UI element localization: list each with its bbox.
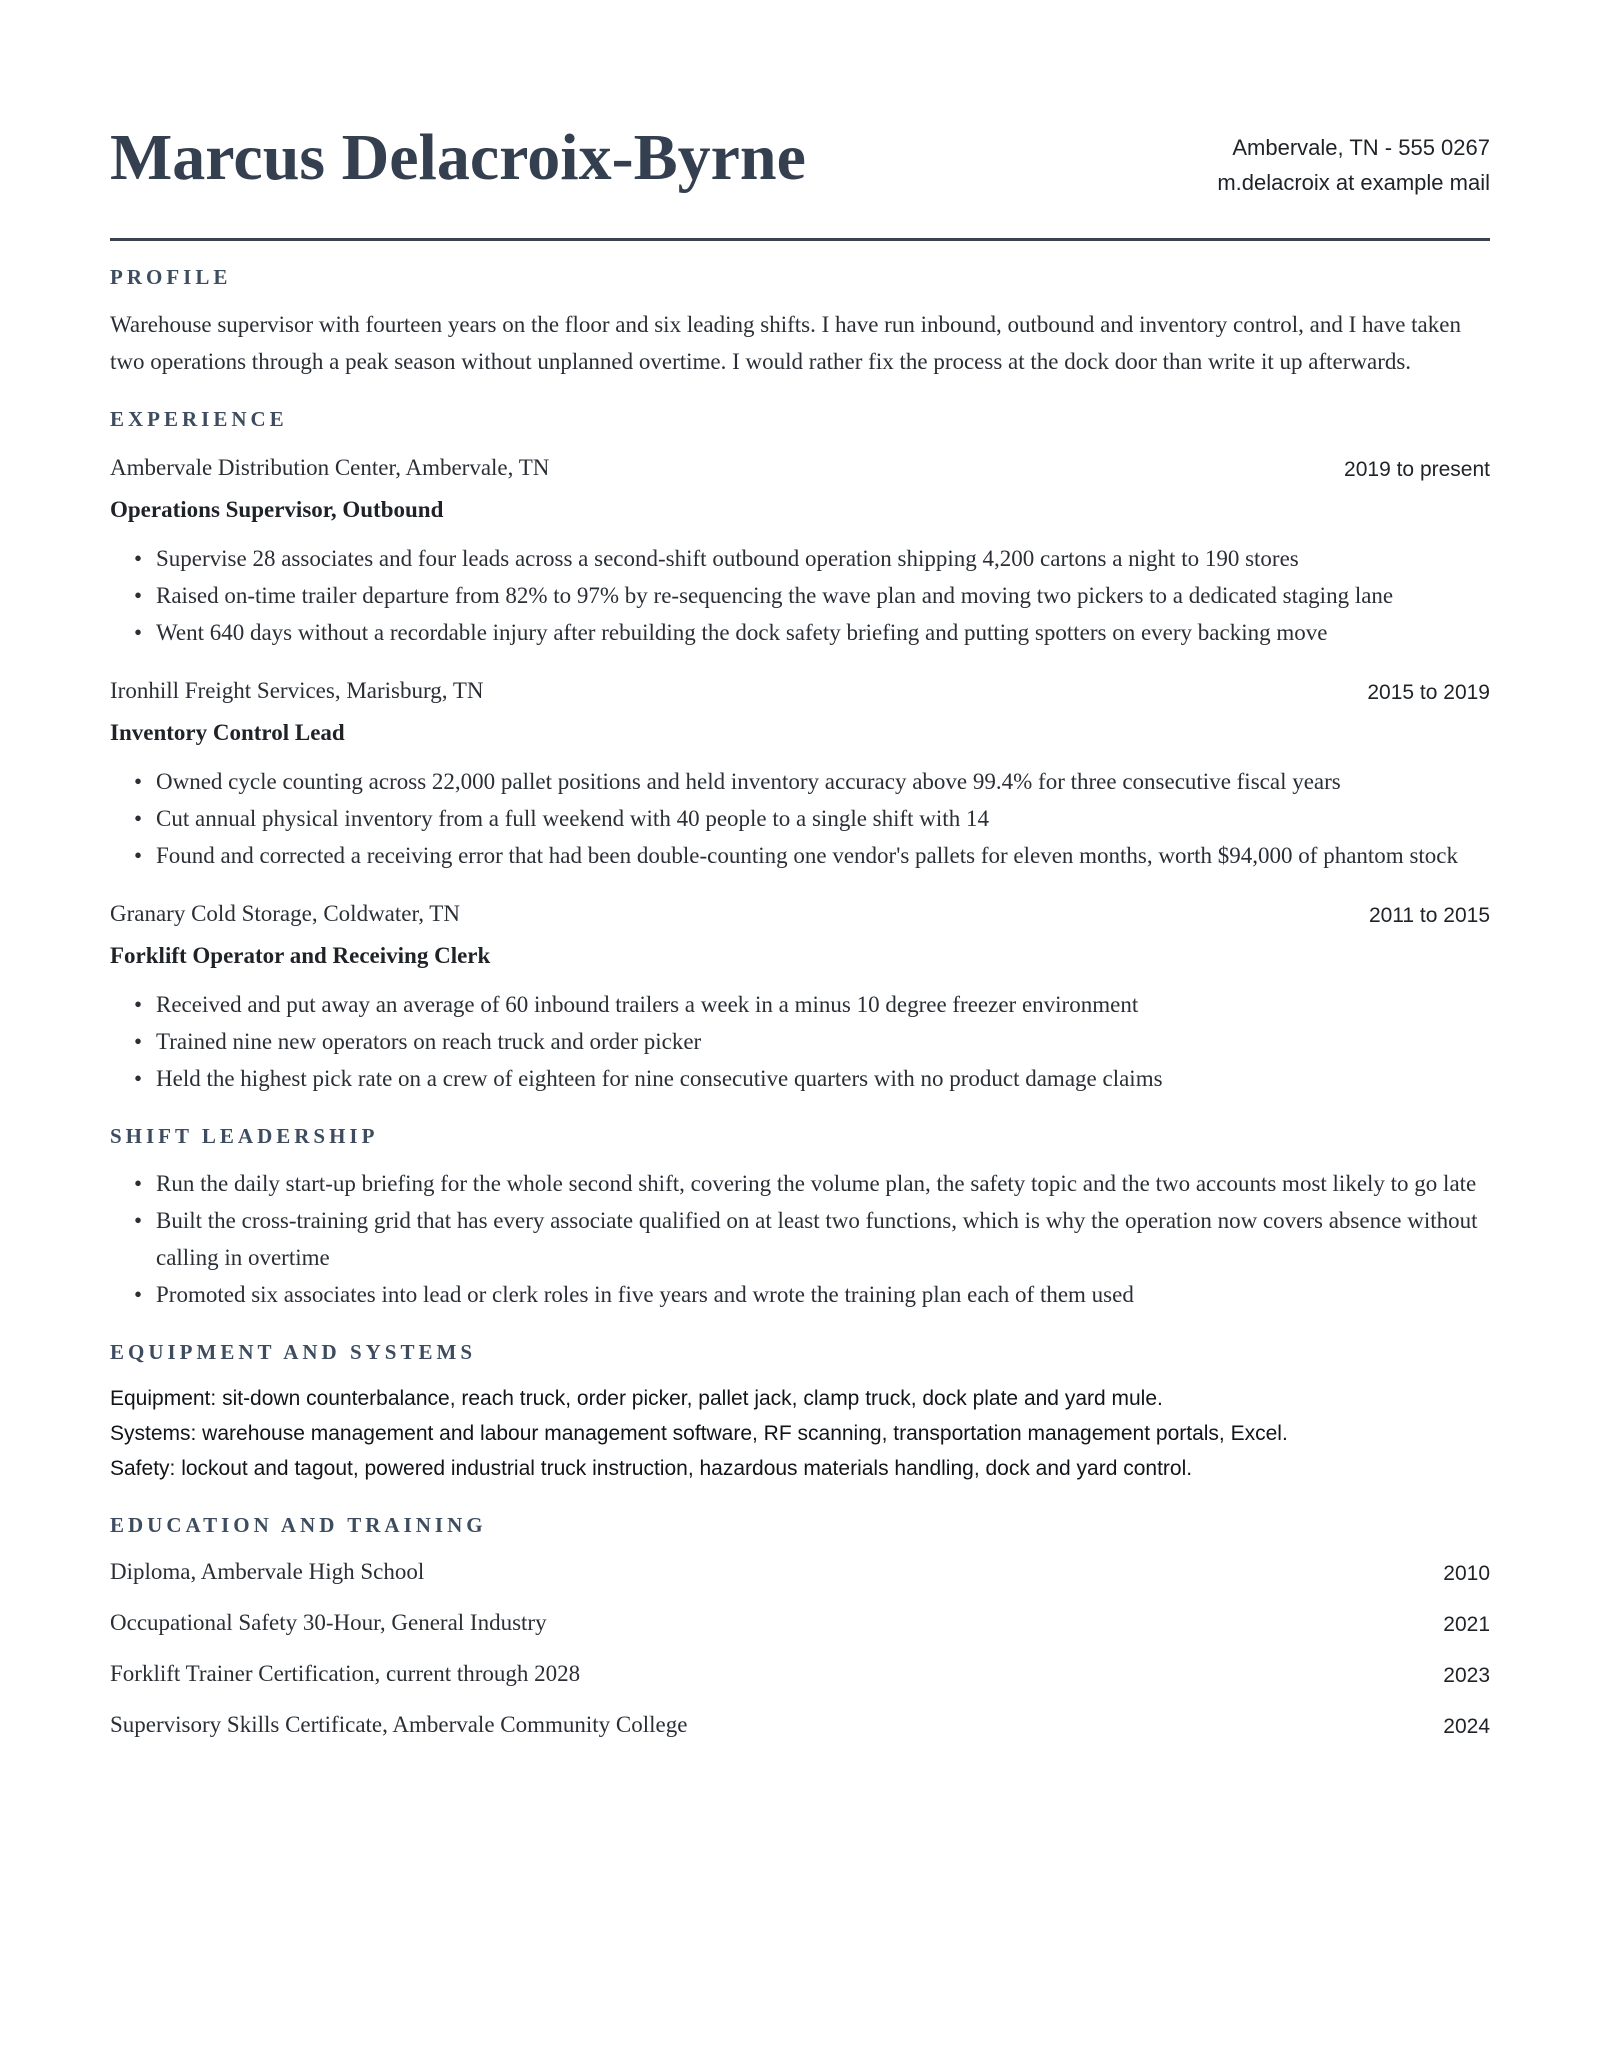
bullet-text: Run the daily start-up briefing for the whole second shift, covering the volume plan, the safety topic and the two accounts most likely to go late bbox=[156, 1171, 1477, 1196]
job-employer: Ironhill Freight Services, Marisburg, TN bbox=[110, 678, 484, 703]
bullet-text: Received and put away an average of 60 inbound trailers a week in a minus 10 degree freezer environment bbox=[156, 992, 1139, 1017]
bullet-text: Supervise 28 associates and four leads across a second-shift outbound operation shipping 4,200 cartons a night to 190 stores bbox=[156, 546, 1299, 571]
shift-leadership-section bbox=[110, 1121, 1490, 1313]
bullet-text: Cut annual physical inventory from a full weekend with 40 people to a single shift with 14 bbox=[156, 806, 989, 831]
candidate-name: Marcus Delacroix-Byrne bbox=[110, 121, 806, 194]
job-header bbox=[110, 673, 1490, 709]
job-role: Inventory Control Lead bbox=[110, 720, 345, 745]
contact-email: m.delacroix at example mail bbox=[1217, 170, 1490, 195]
contact-block bbox=[1217, 130, 1490, 200]
list-item: • Found and corrected a receiving error that had been double-counting one vendor's pallets for eleven months, worth $94,000 of phantom stock bbox=[134, 843, 1458, 868]
list-item: • Held the highest pick rate on a crew of eighteen for nine consecutive quarters with no product damage claims bbox=[134, 1066, 1163, 1091]
equipment-line: Equipment: sit-down counterbalance, reach truck, order picker, pallet jack, clamp truck, dock plate and yard mule. bbox=[110, 1387, 1163, 1410]
equipment-list bbox=[110, 1381, 1490, 1486]
list-item: • Supervise 28 associates and four leads across a second-shift outbound operation shipping 4,200 cartons a night to 190 stores bbox=[134, 546, 1299, 571]
bullet-text: Promoted six associates into lead or clerk roles in five years and wrote the training plan each of them used bbox=[156, 1282, 1134, 1307]
experience-heading: EXPERIENCE bbox=[110, 407, 288, 431]
education-year: 2021 bbox=[1443, 1613, 1490, 1636]
equipment-heading: EQUIPMENT AND SYSTEMS bbox=[110, 1340, 477, 1364]
bullet-text: Went 640 days without a recordable injury after rebuilding the dock safety briefing and putting spotters on every backing move bbox=[156, 620, 1328, 645]
profile-heading: PROFILE bbox=[110, 265, 232, 289]
header-divider bbox=[110, 238, 1490, 241]
education-item bbox=[110, 1656, 1490, 1707]
shift-leadership-bullets bbox=[110, 1165, 1490, 1313]
contact-location-phone: Ambervale, TN - 555 0267 bbox=[1232, 135, 1490, 160]
list-item: • Trained nine new operators on reach truck and order picker bbox=[134, 1029, 702, 1054]
education-item bbox=[110, 1605, 1490, 1656]
profile-text: Warehouse supervisor with fourteen years on the floor and six leading shifts. I have run inbound, outbound and inventory control, and I have taken two operations through a peak season without unplanned overtime. I would rather fix the process at the dock door than write it up afterwards. bbox=[110, 312, 1461, 374]
bullet-text: Found and corrected a receiving error that had been double-counting one vendor's pallets for eleven months, worth $94,000 of phantom stock bbox=[156, 843, 1458, 868]
bullet-text: Raised on-time trailer departure from 82% to 97% by re-sequencing the wave plan and moving two pickers to a dedicated staging lane bbox=[156, 583, 1394, 608]
experience-section bbox=[110, 404, 1490, 1097]
resume-header bbox=[110, 118, 1490, 240]
list-item: • Cut annual physical inventory from a full weekend with 40 people to a single shift with 14 bbox=[134, 806, 989, 831]
bullet-text: Trained nine new operators on reach truck and order picker bbox=[156, 1029, 702, 1054]
bullet-text: Held the highest pick rate on a crew of eighteen for nine consecutive quarters with no product damage claims bbox=[156, 1066, 1163, 1091]
job-bullets bbox=[110, 763, 1490, 874]
education-section bbox=[110, 1510, 1490, 1758]
education-item bbox=[110, 1554, 1490, 1605]
job-entry bbox=[110, 450, 1490, 651]
job-entry bbox=[110, 896, 1490, 1097]
job-dates: 2015 to 2019 bbox=[1367, 681, 1490, 704]
list-item: • Received and put away an average of 60 inbound trailers a week in a minus 10 degree freezer environment bbox=[134, 992, 1139, 1017]
job-role: Forklift Operator and Receiving Clerk bbox=[110, 943, 491, 968]
job-employer: Granary Cold Storage, Coldwater, TN bbox=[110, 901, 460, 926]
safety-line: Safety: lockout and tagout, powered industrial truck instruction, hazardous materials handling, dock and yard control. bbox=[110, 1457, 1193, 1480]
resume-page bbox=[110, 118, 1490, 1758]
job-employer: Ambervale Distribution Center, Ambervale, TN bbox=[110, 455, 550, 480]
list-item: • Built the cross-training grid that has every associate qualified on at least two functions, which is why the operation now covers absence without calling in overtime bbox=[134, 1208, 1478, 1270]
job-role: Operations Supervisor, Outbound bbox=[110, 497, 444, 522]
education-item bbox=[110, 1707, 1490, 1758]
list-item: • Run the daily start-up briefing for the whole second shift, covering the volume plan, the safety topic and the two accounts most likely to go late bbox=[134, 1171, 1477, 1196]
bullet-text: Owned cycle counting across 22,000 pallet positions and held inventory accuracy above 99.4% for three consecutive fiscal years bbox=[156, 769, 1341, 794]
systems-line: Systems: warehouse management and labour management software, RF scanning, transportation management portals, Excel. bbox=[110, 1422, 1288, 1445]
list-item: • Went 640 days without a recordable injury after rebuilding the dock safety briefing and putting spotters on every backing move bbox=[134, 620, 1328, 645]
equipment-section bbox=[110, 1337, 1490, 1486]
job-header bbox=[110, 450, 1490, 486]
education-title: Diploma, Ambervale High School bbox=[110, 1559, 425, 1584]
education-year: 2010 bbox=[1443, 1562, 1490, 1585]
job-entry bbox=[110, 673, 1490, 874]
profile-section bbox=[110, 262, 1490, 380]
list-item: • Raised on-time trailer departure from 82% to 97% by re-sequencing the wave plan and moving two pickers to a dedicated staging lane bbox=[134, 583, 1394, 608]
education-year: 2023 bbox=[1443, 1664, 1490, 1687]
list-item: • Owned cycle counting across 22,000 pallet positions and held inventory accuracy above 99.4% for three consecutive fiscal years bbox=[134, 769, 1341, 794]
education-heading: EDUCATION AND TRAINING bbox=[110, 1513, 487, 1537]
education-year: 2024 bbox=[1443, 1715, 1490, 1738]
job-dates: 2011 to 2015 bbox=[1368, 904, 1490, 927]
job-header bbox=[110, 896, 1490, 932]
education-list bbox=[110, 1554, 1490, 1758]
shift-leadership-heading: SHIFT LEADERSHIP bbox=[110, 1124, 379, 1148]
job-bullets bbox=[110, 986, 1490, 1097]
education-title: Occupational Safety 30-Hour, General Industry bbox=[110, 1610, 547, 1635]
list-item: • Promoted six associates into lead or clerk roles in five years and wrote the training plan each of them used bbox=[134, 1282, 1134, 1307]
bullet-text: Built the cross-training grid that has every associate qualified on at least two functions, which is why the operation now covers absence without calling in overtime bbox=[156, 1208, 1478, 1270]
job-dates: 2019 to present bbox=[1344, 458, 1490, 481]
education-title: Forklift Trainer Certification, current through 2028 bbox=[110, 1661, 581, 1686]
job-bullets bbox=[110, 540, 1490, 651]
education-title: Supervisory Skills Certificate, Ambervale Community College bbox=[110, 1712, 688, 1737]
